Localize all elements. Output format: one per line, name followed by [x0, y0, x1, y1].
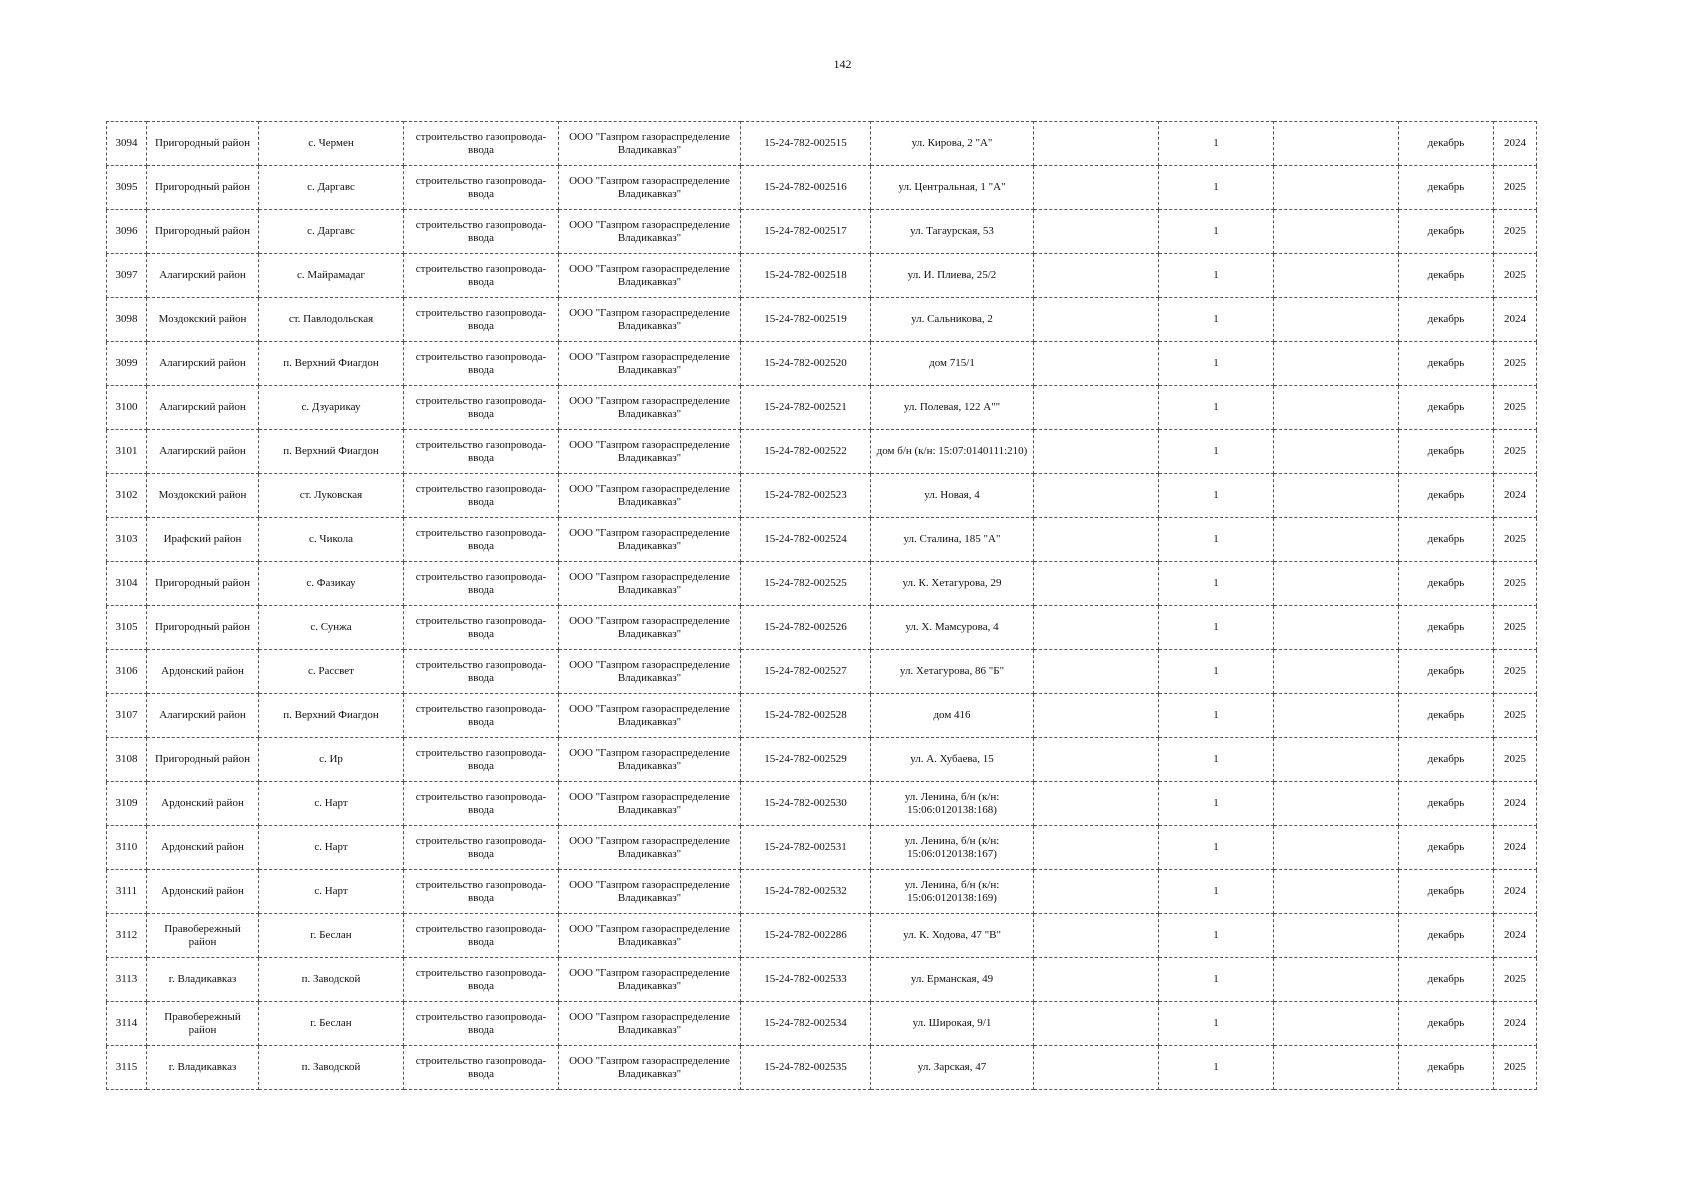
cell-number: 3094 — [107, 122, 147, 166]
cell-org: ООО "Газпром газораспределение Владикавказ" — [559, 694, 741, 738]
cell-empty — [1274, 782, 1399, 826]
cell-district: Алагирский район — [147, 254, 259, 298]
cell-district: Ардонский район — [147, 870, 259, 914]
cell-month: декабрь — [1399, 254, 1494, 298]
cell-locality: п. Заводской — [259, 958, 404, 1002]
table-row — [107, 122, 1537, 166]
cell-org: ООО "Газпром газораспределение Владикавказ" — [559, 562, 741, 606]
cell-locality: с. Чермен — [259, 122, 404, 166]
cell-code: 15-24-782-002534 — [741, 1002, 871, 1046]
cell-code: 15-24-782-002524 — [741, 518, 871, 562]
cell-year: 2025 — [1494, 386, 1537, 430]
cell-address: ул. Ленина, б/н (к/н: 15:06:0120138:169) — [871, 870, 1034, 914]
cell-org: ООО "Газпром газораспределение Владикавказ" — [559, 518, 741, 562]
cell-district: Алагирский район — [147, 694, 259, 738]
cell-district: Пригородный район — [147, 166, 259, 210]
cell-number: 3113 — [107, 958, 147, 1002]
cell-code: 15-24-782-002516 — [741, 166, 871, 210]
page-number: 142 — [833, 57, 852, 71]
cell-empty — [1274, 694, 1399, 738]
cell-code: 15-24-782-002523 — [741, 474, 871, 518]
cell-empty — [1274, 870, 1399, 914]
cell-empty — [1034, 298, 1159, 342]
cell-locality: с. Дзуарикау — [259, 386, 404, 430]
cell-locality: с. Рассвет — [259, 650, 404, 694]
cell-empty — [1274, 122, 1399, 166]
cell-year: 2024 — [1494, 914, 1537, 958]
cell-year: 2025 — [1494, 562, 1537, 606]
cell-locality: с. Даргавс — [259, 210, 404, 254]
gas-connection-registry-table — [106, 121, 1537, 1090]
cell-year: 2024 — [1494, 298, 1537, 342]
cell-code: 15-24-782-002286 — [741, 914, 871, 958]
cell-month: декабрь — [1399, 298, 1494, 342]
cell-year: 2025 — [1494, 606, 1537, 650]
cell-org: ООО "Газпром газораспределение Владикавказ" — [559, 122, 741, 166]
cell-year: 2025 — [1494, 518, 1537, 562]
cell-number: 3101 — [107, 430, 147, 474]
cell-empty — [1034, 562, 1159, 606]
cell-empty — [1034, 386, 1159, 430]
cell-org: ООО "Газпром газораспределение Владикавказ" — [559, 606, 741, 650]
cell-work-type: строительство газопровода-ввода — [404, 430, 559, 474]
cell-empty — [1274, 914, 1399, 958]
cell-month: декабрь — [1399, 694, 1494, 738]
cell-empty — [1034, 958, 1159, 1002]
table-row — [107, 958, 1537, 1002]
cell-year: 2025 — [1494, 210, 1537, 254]
cell-number: 3108 — [107, 738, 147, 782]
cell-address: ул. Ерманская, 49 — [871, 958, 1034, 1002]
cell-code: 15-24-782-002515 — [741, 122, 871, 166]
cell-org: ООО "Газпром газораспределение Владикавказ" — [559, 474, 741, 518]
cell-empty — [1274, 958, 1399, 1002]
cell-address: ул. Зарская, 47 — [871, 1046, 1034, 1090]
cell-empty — [1034, 694, 1159, 738]
cell-year: 2024 — [1494, 122, 1537, 166]
cell-address: дом 715/1 — [871, 342, 1034, 386]
cell-empty — [1274, 1046, 1399, 1090]
cell-address: ул. Ленина, б/н (к/н: 15:06:0120138:167) — [871, 826, 1034, 870]
cell-year: 2025 — [1494, 430, 1537, 474]
cell-org: ООО "Газпром газораспределение Владикавказ" — [559, 1002, 741, 1046]
cell-year: 2024 — [1494, 474, 1537, 518]
cell-code: 15-24-782-002532 — [741, 870, 871, 914]
cell-address: ул. Ленина, б/н (к/н: 15:06:0120138:168) — [871, 782, 1034, 826]
cell-empty — [1274, 342, 1399, 386]
cell-empty — [1034, 870, 1159, 914]
cell-quantity: 1 — [1159, 342, 1274, 386]
cell-code: 15-24-782-002526 — [741, 606, 871, 650]
cell-empty — [1274, 826, 1399, 870]
cell-address: ул. Полевая, 122 А"" — [871, 386, 1034, 430]
cell-work-type: строительство газопровода-ввода — [404, 694, 559, 738]
table-row — [107, 870, 1537, 914]
cell-address: ул. К. Ходова, 47 "В" — [871, 914, 1034, 958]
cell-work-type: строительство газопровода-ввода — [404, 122, 559, 166]
cell-org: ООО "Газпром газораспределение Владикавказ" — [559, 782, 741, 826]
cell-locality: п. Верхний Фиагдон — [259, 342, 404, 386]
cell-district: Правобережный район — [147, 1002, 259, 1046]
table-row — [107, 430, 1537, 474]
cell-empty — [1034, 1046, 1159, 1090]
cell-year: 2025 — [1494, 958, 1537, 1002]
cell-year: 2024 — [1494, 782, 1537, 826]
cell-quantity: 1 — [1159, 298, 1274, 342]
table-row — [107, 342, 1537, 386]
cell-org: ООО "Газпром газораспределение Владикавказ" — [559, 298, 741, 342]
cell-work-type: строительство газопровода-ввода — [404, 826, 559, 870]
cell-empty — [1034, 430, 1159, 474]
cell-work-type: строительство газопровода-ввода — [404, 1046, 559, 1090]
cell-org: ООО "Газпром газораспределение Владикавказ" — [559, 650, 741, 694]
cell-org: ООО "Газпром газораспределение Владикавказ" — [559, 826, 741, 870]
cell-work-type: строительство газопровода-ввода — [404, 1002, 559, 1046]
cell-org: ООО "Газпром газораспределение Владикавказ" — [559, 914, 741, 958]
cell-empty — [1274, 474, 1399, 518]
cell-month: декабрь — [1399, 386, 1494, 430]
cell-district: Пригородный район — [147, 738, 259, 782]
table-row — [107, 826, 1537, 870]
cell-code: 15-24-782-002525 — [741, 562, 871, 606]
cell-number: 3097 — [107, 254, 147, 298]
cell-empty — [1274, 210, 1399, 254]
cell-district: Моздокский район — [147, 474, 259, 518]
cell-quantity: 1 — [1159, 518, 1274, 562]
cell-locality: с. Даргавс — [259, 166, 404, 210]
cell-number: 3109 — [107, 782, 147, 826]
cell-year: 2025 — [1494, 694, 1537, 738]
cell-district: Алагирский район — [147, 342, 259, 386]
cell-empty — [1034, 210, 1159, 254]
cell-work-type: строительство газопровода-ввода — [404, 562, 559, 606]
cell-month: декабрь — [1399, 430, 1494, 474]
cell-work-type: строительство газопровода-ввода — [404, 166, 559, 210]
cell-locality: п. Заводской — [259, 1046, 404, 1090]
cell-locality: с. Майрамадаг — [259, 254, 404, 298]
cell-address: ул. Х. Мамсурова, 4 — [871, 606, 1034, 650]
cell-work-type: строительство газопровода-ввода — [404, 914, 559, 958]
cell-quantity: 1 — [1159, 738, 1274, 782]
cell-empty — [1034, 606, 1159, 650]
cell-number: 3096 — [107, 210, 147, 254]
cell-year: 2025 — [1494, 738, 1537, 782]
table-row — [107, 210, 1537, 254]
cell-district: Алагирский район — [147, 386, 259, 430]
table-row — [107, 914, 1537, 958]
cell-address: дом 416 — [871, 694, 1034, 738]
cell-empty — [1274, 430, 1399, 474]
cell-district: Ардонский район — [147, 650, 259, 694]
cell-code: 15-24-782-002533 — [741, 958, 871, 1002]
cell-code: 15-24-782-002521 — [741, 386, 871, 430]
cell-code: 15-24-782-002535 — [741, 1046, 871, 1090]
cell-quantity: 1 — [1159, 210, 1274, 254]
cell-locality: с. Нарт — [259, 870, 404, 914]
cell-org: ООО "Газпром газораспределение Владикавказ" — [559, 958, 741, 1002]
cell-org: ООО "Газпром газораспределение Владикавказ" — [559, 342, 741, 386]
table-row — [107, 738, 1537, 782]
cell-org: ООО "Газпром газораспределение Владикавказ" — [559, 870, 741, 914]
table-row — [107, 650, 1537, 694]
cell-empty — [1034, 122, 1159, 166]
cell-district: Ардонский район — [147, 782, 259, 826]
cell-empty — [1274, 518, 1399, 562]
cell-code: 15-24-782-002527 — [741, 650, 871, 694]
cell-empty — [1274, 386, 1399, 430]
cell-month: декабрь — [1399, 914, 1494, 958]
table-row — [107, 782, 1537, 826]
cell-empty — [1034, 254, 1159, 298]
cell-locality: с. Нарт — [259, 782, 404, 826]
cell-locality: п. Верхний Фиагдон — [259, 694, 404, 738]
cell-number: 3102 — [107, 474, 147, 518]
cell-district: Ардонский район — [147, 826, 259, 870]
cell-org: ООО "Газпром газораспределение Владикавказ" — [559, 166, 741, 210]
cell-locality: с. Ир — [259, 738, 404, 782]
cell-quantity: 1 — [1159, 1046, 1274, 1090]
cell-empty — [1034, 166, 1159, 210]
cell-month: декабрь — [1399, 122, 1494, 166]
table-row — [107, 1046, 1537, 1090]
cell-district: Моздокский район — [147, 298, 259, 342]
cell-year: 2024 — [1494, 826, 1537, 870]
table-row — [107, 562, 1537, 606]
cell-quantity: 1 — [1159, 1002, 1274, 1046]
cell-number: 3114 — [107, 1002, 147, 1046]
cell-district: Пригородный район — [147, 562, 259, 606]
cell-locality: г. Беслан — [259, 914, 404, 958]
cell-district: г. Владикавказ — [147, 958, 259, 1002]
cell-empty — [1034, 474, 1159, 518]
cell-work-type: строительство газопровода-ввода — [404, 474, 559, 518]
cell-quantity: 1 — [1159, 386, 1274, 430]
cell-month: декабрь — [1399, 166, 1494, 210]
cell-month: декабрь — [1399, 738, 1494, 782]
cell-address: дом б/н (к/н: 15:07:0140111:210) — [871, 430, 1034, 474]
cell-empty — [1274, 166, 1399, 210]
cell-quantity: 1 — [1159, 694, 1274, 738]
cell-empty — [1274, 1002, 1399, 1046]
cell-empty — [1034, 518, 1159, 562]
cell-number: 3107 — [107, 694, 147, 738]
cell-org: ООО "Газпром газораспределение Владикавказ" — [559, 210, 741, 254]
cell-quantity: 1 — [1159, 958, 1274, 1002]
cell-address: ул. Новая, 4 — [871, 474, 1034, 518]
cell-quantity: 1 — [1159, 562, 1274, 606]
table-row — [107, 166, 1537, 210]
table-row — [107, 386, 1537, 430]
cell-work-type: строительство газопровода-ввода — [404, 298, 559, 342]
cell-locality: с. Сунжа — [259, 606, 404, 650]
cell-empty — [1274, 562, 1399, 606]
cell-year: 2025 — [1494, 1046, 1537, 1090]
cell-year: 2025 — [1494, 254, 1537, 298]
cell-district: г. Владикавказ — [147, 1046, 259, 1090]
cell-locality: п. Верхний Фиагдон — [259, 430, 404, 474]
cell-number: 3098 — [107, 298, 147, 342]
cell-address: ул. А. Хубаева, 15 — [871, 738, 1034, 782]
cell-empty — [1034, 650, 1159, 694]
cell-district: Ирафский район — [147, 518, 259, 562]
cell-district: Пригородный район — [147, 210, 259, 254]
cell-empty — [1274, 606, 1399, 650]
cell-quantity: 1 — [1159, 650, 1274, 694]
cell-work-type: строительство газопровода-ввода — [404, 254, 559, 298]
cell-quantity: 1 — [1159, 122, 1274, 166]
cell-empty — [1034, 1002, 1159, 1046]
cell-work-type: строительство газопровода-ввода — [404, 606, 559, 650]
cell-empty — [1274, 650, 1399, 694]
cell-number: 3112 — [107, 914, 147, 958]
cell-district: Пригородный район — [147, 606, 259, 650]
cell-number: 3095 — [107, 166, 147, 210]
cell-address: ул. К. Хетагурова, 29 — [871, 562, 1034, 606]
cell-code: 15-24-782-002518 — [741, 254, 871, 298]
cell-work-type: строительство газопровода-ввода — [404, 342, 559, 386]
cell-quantity: 1 — [1159, 914, 1274, 958]
cell-code: 15-24-782-002530 — [741, 782, 871, 826]
cell-empty — [1034, 782, 1159, 826]
cell-number: 3110 — [107, 826, 147, 870]
cell-year: 2024 — [1494, 1002, 1537, 1046]
cell-address: ул. Сталина, 185 "А" — [871, 518, 1034, 562]
cell-empty — [1274, 298, 1399, 342]
cell-empty — [1034, 914, 1159, 958]
table-row — [107, 694, 1537, 738]
cell-number: 3103 — [107, 518, 147, 562]
cell-month: декабрь — [1399, 518, 1494, 562]
cell-year: 2025 — [1494, 342, 1537, 386]
cell-month: декабрь — [1399, 342, 1494, 386]
cell-year: 2025 — [1494, 650, 1537, 694]
cell-org: ООО "Газпром газораспределение Владикавказ" — [559, 1046, 741, 1090]
cell-work-type: строительство газопровода-ввода — [404, 518, 559, 562]
cell-empty — [1034, 826, 1159, 870]
table-row — [107, 254, 1537, 298]
cell-work-type: строительство газопровода-ввода — [404, 386, 559, 430]
cell-district: Правобережный район — [147, 914, 259, 958]
cell-month: декабрь — [1399, 826, 1494, 870]
cell-quantity: 1 — [1159, 430, 1274, 474]
cell-quantity: 1 — [1159, 870, 1274, 914]
cell-month: декабрь — [1399, 650, 1494, 694]
cell-locality: ст. Луковская — [259, 474, 404, 518]
cell-empty — [1034, 342, 1159, 386]
cell-work-type: строительство газопровода-ввода — [404, 870, 559, 914]
cell-month: декабрь — [1399, 870, 1494, 914]
cell-code: 15-24-782-002519 — [741, 298, 871, 342]
cell-locality: г. Беслан — [259, 1002, 404, 1046]
cell-quantity: 1 — [1159, 826, 1274, 870]
cell-org: ООО "Газпром газораспределение Владикавказ" — [559, 254, 741, 298]
cell-quantity: 1 — [1159, 254, 1274, 298]
cell-quantity: 1 — [1159, 166, 1274, 210]
cell-year: 2025 — [1494, 166, 1537, 210]
cell-district: Пригородный район — [147, 122, 259, 166]
cell-quantity: 1 — [1159, 474, 1274, 518]
cell-number: 3099 — [107, 342, 147, 386]
cell-org: ООО "Газпром газораспределение Владикавказ" — [559, 738, 741, 782]
cell-work-type: строительство газопровода-ввода — [404, 738, 559, 782]
cell-empty — [1274, 254, 1399, 298]
cell-month: декабрь — [1399, 474, 1494, 518]
cell-locality: с. Фазикау — [259, 562, 404, 606]
cell-month: декабрь — [1399, 1046, 1494, 1090]
cell-locality: с. Нарт — [259, 826, 404, 870]
cell-code: 15-24-782-002529 — [741, 738, 871, 782]
cell-number: 3104 — [107, 562, 147, 606]
cell-address: ул. Сальникова, 2 — [871, 298, 1034, 342]
table-row — [107, 518, 1537, 562]
cell-number: 3106 — [107, 650, 147, 694]
cell-number: 3111 — [107, 870, 147, 914]
cell-org: ООО "Газпром газораспределение Владикавказ" — [559, 386, 741, 430]
cell-month: декабрь — [1399, 782, 1494, 826]
cell-code: 15-24-782-002528 — [741, 694, 871, 738]
cell-month: декабрь — [1399, 562, 1494, 606]
cell-empty — [1274, 738, 1399, 782]
cell-code: 15-24-782-002520 — [741, 342, 871, 386]
cell-address: ул. Тагаурская, 53 — [871, 210, 1034, 254]
table-row — [107, 298, 1537, 342]
cell-district: Алагирский район — [147, 430, 259, 474]
cell-empty — [1034, 738, 1159, 782]
cell-address: ул. И. Плиева, 25/2 — [871, 254, 1034, 298]
cell-address: ул. Центральная, 1 "А" — [871, 166, 1034, 210]
table-row — [107, 1002, 1537, 1046]
cell-work-type: строительство газопровода-ввода — [404, 782, 559, 826]
cell-year: 2024 — [1494, 870, 1537, 914]
cell-month: декабрь — [1399, 958, 1494, 1002]
cell-quantity: 1 — [1159, 606, 1274, 650]
cell-work-type: строительство газопровода-ввода — [404, 650, 559, 694]
cell-locality: ст. Павлодольская — [259, 298, 404, 342]
cell-address: ул. Широкая, 9/1 — [871, 1002, 1034, 1046]
cell-quantity: 1 — [1159, 782, 1274, 826]
cell-address: ул. Кирова, 2 "А" — [871, 122, 1034, 166]
cell-work-type: строительство газопровода-ввода — [404, 210, 559, 254]
cell-number: 3100 — [107, 386, 147, 430]
cell-code: 15-24-782-002522 — [741, 430, 871, 474]
cell-code: 15-24-782-002517 — [741, 210, 871, 254]
cell-code: 15-24-782-002531 — [741, 826, 871, 870]
registry-body — [107, 122, 1537, 1090]
cell-work-type: строительство газопровода-ввода — [404, 958, 559, 1002]
cell-month: декабрь — [1399, 1002, 1494, 1046]
table-row — [107, 474, 1537, 518]
cell-number: 3105 — [107, 606, 147, 650]
cell-month: декабрь — [1399, 210, 1494, 254]
cell-number: 3115 — [107, 1046, 147, 1090]
cell-locality: с. Чикола — [259, 518, 404, 562]
cell-address: ул. Хетагурова, 86 "Б" — [871, 650, 1034, 694]
cell-month: декабрь — [1399, 606, 1494, 650]
table-row — [107, 606, 1537, 650]
cell-org: ООО "Газпром газораспределение Владикавказ" — [559, 430, 741, 474]
